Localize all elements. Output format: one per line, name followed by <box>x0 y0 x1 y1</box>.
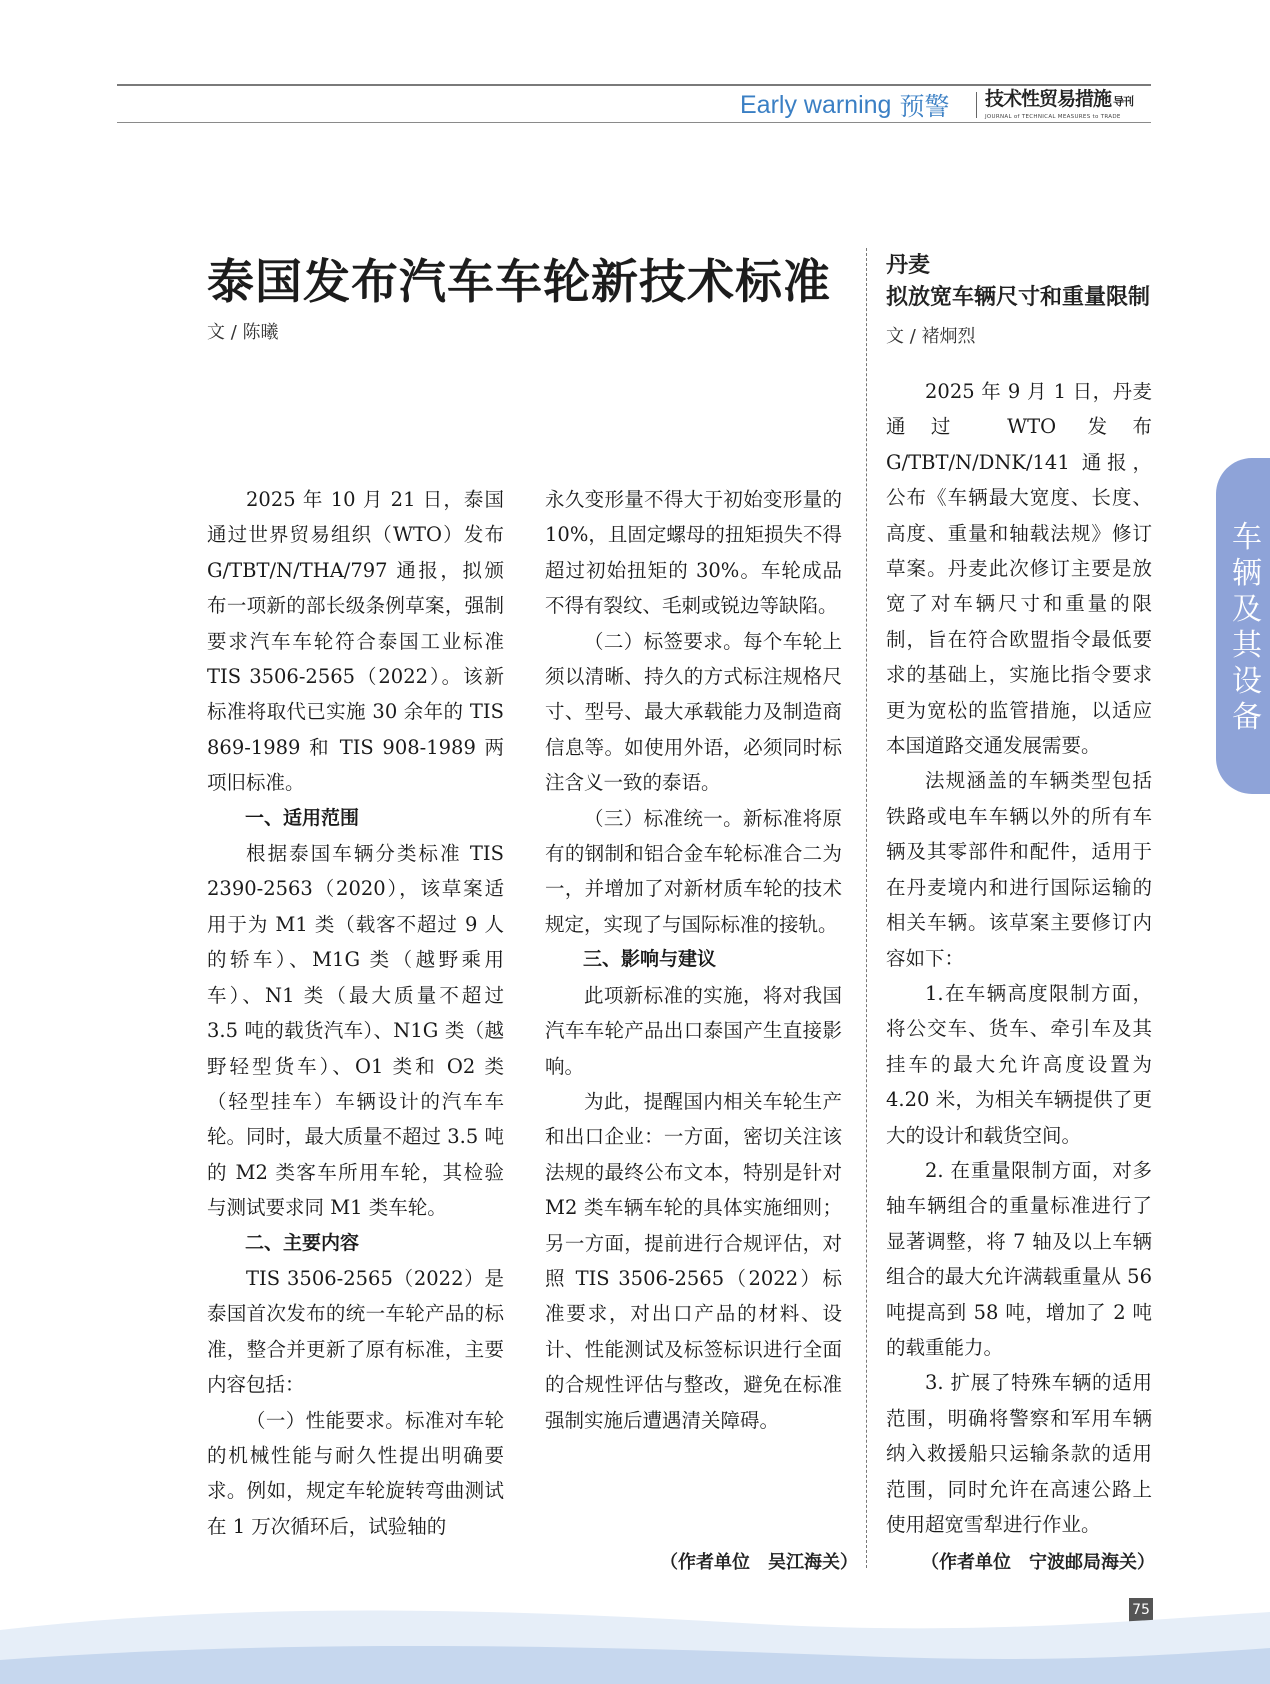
paragraph: （一）性能要求。标准对车轮的机械性能与耐久性提出明确要求。例如，规定车轮旋转弯曲测试在 1 万次循环后，试验轴的 <box>207 1408 504 1538</box>
section-heading: 二、主要内容 <box>245 1231 360 1254</box>
category-char: 设 <box>1232 664 1262 699</box>
category-char: 车 <box>1232 520 1262 555</box>
header-separator <box>976 92 977 118</box>
category-tab-label <box>1224 520 1270 736</box>
column-divider <box>866 248 867 1568</box>
section-heading: 一、适用范围 <box>245 806 360 829</box>
section-label <box>740 88 949 122</box>
page-number: 75 <box>1129 1598 1153 1622</box>
section-label-en: Early warning <box>740 90 892 119</box>
paragraph: 2025 年 9 月 1 日，丹麦通过 WTO 发布 G/TBT/N/DNK/141 通报，公布《车辆最大宽度、长度、高度、重量和轴载法规》修订草案。丹麦此次修订主要是放宽了对车辆尺寸和重量的限制，旨在符合欧盟指令最低要求的基础上，实施比指令要求更为宽松的监管措施，以适应本国道路交通发展需要。 <box>886 380 1152 758</box>
category-char: 辆 <box>1232 556 1262 591</box>
sidebar-author-affiliation: （作者单位 宁波邮局海关） <box>921 1552 1155 1573</box>
sidebar-article-body <box>886 374 1152 1542</box>
article-title: 泰国发布汽车车轮新技术标准 <box>207 255 831 310</box>
sidebar-article-title-line1: 丹麦 <box>886 253 931 278</box>
category-char: 备 <box>1232 700 1262 735</box>
sidebar-article-title-line2: 拟放宽车辆尺寸和重量限制 <box>886 285 1151 310</box>
paragraph: （三）标准统一。新标准将原有的钢制和铝合金车轮标准合二为一，并增加了对新材质车轮的技术规定，实现了与国际标准的接轨。 <box>545 806 842 936</box>
paragraph: 2. 在重量限制方面，对多轴车辆组合的重量标准进行了显著调整，将 7 轴及以上车辆组合的最大允许满载重量从 56 吨提高到 58 吨，增加了 2 吨的载重能力。 <box>886 1158 1152 1359</box>
article-column-1 <box>207 482 504 1544</box>
author-affiliation: （作者单位 吴江海关） <box>660 1552 858 1573</box>
article-column-2 <box>545 482 842 1438</box>
paragraph: 为此，提醒国内相关车轮生产和出口企业：一方面，密切关注该法规的最终公布文本，特别是针对 M2 类车辆车轮的具体实施细则；另一方面，提前进行合规评估，对照 TIS 3506-2565（2022）标准要求，对出口产品的材料、设计、性能测试及标签标识进行全面的合规性评估与整改，避免在标准强制实施后遭遇清关障碍。 <box>545 1089 842 1432</box>
header-rule-bottom <box>117 122 1151 123</box>
sidebar-article-byline: 文 / 褚炯烈 <box>886 326 976 347</box>
journal-logo <box>985 88 1151 121</box>
article-byline: 文 / 陈曦 <box>207 322 279 343</box>
category-char: 其 <box>1232 628 1262 663</box>
journal-suffix: 导刊 <box>1113 95 1134 108</box>
paragraph: TIS 3506-2565（2022）是泰国首次发布的统一车轮产品的标准，整合并更新了原有标准，主要内容包括： <box>207 1266 504 1397</box>
paragraph: 根据泰国车辆分类标准 TIS 2390-2563（2020），该草案适用于为 M1 类（载客不超过 9 人的轿车）、M1G 类（越野乘用车）、N1 类（最大质量不超过 3.5 吨的载货汽车）、N1G 类（越野轻型货车）、O1 类和 O2 类（轻型挂车）车辆设计的汽车车轮。同时，最大质量不超过 3.5 吨的 M2 类客车所用车轮，其检验与测试要求同 M1 类车轮。 <box>207 842 504 1220</box>
paragraph: 2025 年 10 月 21 日，泰国通过世界贸易组织（WTO）发布 G/TBT/N/THA/797 通报，拟颁布一项新的部长级条例草案，强制要求汽车车轮符合泰国工业标准 TIS 3506-2565（2022）。该新标准将取代已实施 30 余年的 TIS 869-1989 和 TIS 908-1989 两项旧标准。 <box>207 488 504 795</box>
paragraph: 法规涵盖的车辆类型包括铁路或电车车辆以外的所有车辆及其零部件和配件，适用于在丹麦境内和进行国际运输的相关车辆。该草案主要修订内容如下： <box>886 769 1152 970</box>
category-char: 及 <box>1232 592 1262 627</box>
paragraph: 1.在车辆高度限制方面，将公交车、货车、牵引车及其挂车的最大允许高度设置为 4.20 米，为相关车辆提供了更大的设计和载货空间。 <box>886 981 1152 1147</box>
paragraph: （二）标签要求。每个车轮上须以清晰、持久的方式标注规格尺寸、型号、最大承载能力及制造商信息等。如使用外语，必须同时标注含义一致的泰语。 <box>545 629 842 795</box>
section-label-cn: 预警 <box>899 93 950 121</box>
footer-wave-decoration <box>0 1590 1270 1684</box>
paragraph: 3. 扩展了特殊车辆的适用范围，明确将警察和军用车辆纳入救援船只运输条款的适用范围，同时允许在高速公路上使用超宽雪犁进行作业。 <box>886 1371 1152 1536</box>
paragraph: 此项新标准的实施，将对我国汽车车轮产品出口泰国产生直接影响。 <box>545 983 842 1078</box>
header-rule-top <box>117 84 1151 86</box>
journal-subtitle: JOURNAL of TECHNICAL MEASURES to TRADE <box>985 114 1121 120</box>
paragraph: 永久变形量不得大于初始变形量的 10%，且固定螺母的扭矩损失不得超过初始扭矩的 30%。车轮成品不得有裂纹、毛刺或锐边等缺陷。 <box>545 488 842 618</box>
section-heading: 三、影响与建议 <box>583 948 717 971</box>
journal-name: 技术性贸易措施 <box>985 88 1112 110</box>
